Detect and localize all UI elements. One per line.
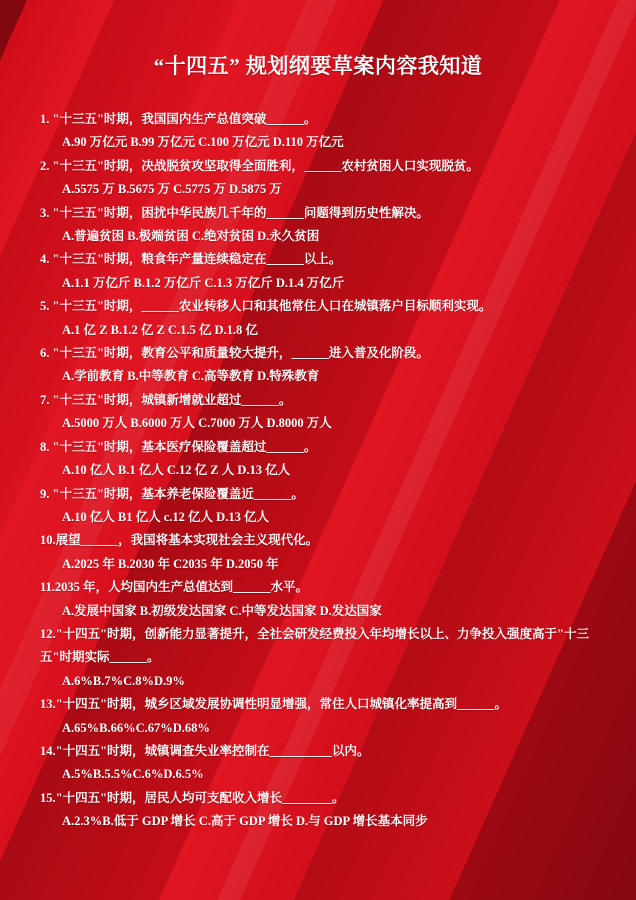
question-text: 9. "十三五"时期，基本养老保险覆盖近______。 xyxy=(40,486,304,501)
question-options: A.发展中国家 B.初级发达国家 C.中等发达国家 D.发达国家 xyxy=(62,603,382,618)
question-text: 2. "十三五"时期，决战脱贫攻坚取得全面胜利，______农村贫困人口实现脱贫。 xyxy=(40,158,479,173)
page-title: “十四五” 规划纲要草案内容我知道 xyxy=(153,54,483,78)
question-item xyxy=(40,483,612,530)
question-options: A.学前教育 B.中等教育 C.高等教育 D.特殊教育 xyxy=(62,369,320,384)
question-text: 12."十四五"时期，创新能力显著提升，全社会研发经费投入年均增长以上、力争投入强度高于"十三五"时期实际______。 xyxy=(40,626,589,665)
question-item xyxy=(40,740,612,787)
question-item xyxy=(40,576,612,623)
question-item xyxy=(40,295,612,342)
question-options: A.6%B.7%C.8%D.9% xyxy=(62,673,185,688)
question-options: A.2.3%B.低于 GDP 增长 C.高于 GDP 增长 D.与 GDP 增长基本同步 xyxy=(62,814,428,829)
question-item xyxy=(40,529,612,576)
question-text: 13."十四五"时期，城乡区域发展协调性明显增强，常住人口城镇化率提高到______。 xyxy=(40,697,508,712)
question-options: A.1.1 万亿斤 B.1.2 万亿斤 C.1.3 万亿斤 D.1.4 万亿斤 xyxy=(62,275,345,290)
question-text: 5. "十三五"时期，______农业转移人口和其他常住人口在城镇落户目标顺利实现。 xyxy=(40,299,492,314)
question-item xyxy=(40,436,612,483)
question-text: 15."十四五"时期，居民人均可支配收入增长________。 xyxy=(40,790,345,805)
question-options: A.普遍贫困 B.极端贫困 C.绝对贫困 D.永久贫困 xyxy=(62,229,320,244)
question-item xyxy=(40,693,612,740)
question-options: A.5%B.5.5%C.6%D.6.5% xyxy=(62,767,204,782)
question-item xyxy=(40,389,612,436)
question-text: 11.2035 年，人均国内生产总值达到______水平。 xyxy=(40,580,309,595)
question-text: 6. "十三五"时期，教育公平和质量较大提升，______进入普及化阶段。 xyxy=(40,346,429,361)
question-options: A.10 亿人 B.1 亿人 C.12 亿 Z 人 D.13 亿人 xyxy=(62,463,291,478)
question-text: 7. "十三五"时期，城镇新增就业超过______。 xyxy=(40,392,292,407)
question-options: A.10 亿人 B1 亿人 c.12 亿人 D.13 亿人 xyxy=(62,509,269,524)
question-text: 4. "十三五"时期，粮食年产量连续稳定在______以上。 xyxy=(40,252,342,267)
question-text: 8. "十三五"时期，基本医疗保险覆盖超过______。 xyxy=(40,439,317,454)
question-list xyxy=(40,108,612,834)
question-options: A.5575 万 B.5675 万 C.5775 万 D.5875 万 xyxy=(62,182,282,197)
question-options: A.1 亿 Z B.1.2 亿 Z C.1.5 亿 D.1.8 亿 xyxy=(62,322,258,337)
question-options: A.65%B.66%C.67%D.68% xyxy=(62,720,210,735)
question-text: 3. "十三五"时期，困扰中华民族几千年的______问题得到历史性解决。 xyxy=(40,205,429,220)
question-item xyxy=(40,108,612,155)
question-item xyxy=(40,248,612,295)
question-item xyxy=(40,202,612,249)
question-item xyxy=(40,787,612,834)
question-text: 1. "十三五"时期，我国国内生产总值突破______。 xyxy=(40,112,317,126)
question-options: A.2025 年 B.2030 年 C2035 年 D.2050 年 xyxy=(62,556,279,571)
question-text: 10.展望______，我国将基本实现社会主义现代化。 xyxy=(40,533,319,548)
question-item xyxy=(40,155,612,202)
question-item xyxy=(40,342,612,389)
question-options: A.5000 万人 B.6000 万人 C.7000 万人 D.8000 万人 xyxy=(62,416,332,431)
question-options: A.90 万亿元 B.99 万亿元 C.100 万亿元 D.110 万亿元 xyxy=(62,135,344,150)
question-item xyxy=(40,623,612,693)
question-text: 14."十四五"时期，城镇调查失业率控制在__________以内。 xyxy=(40,743,370,758)
